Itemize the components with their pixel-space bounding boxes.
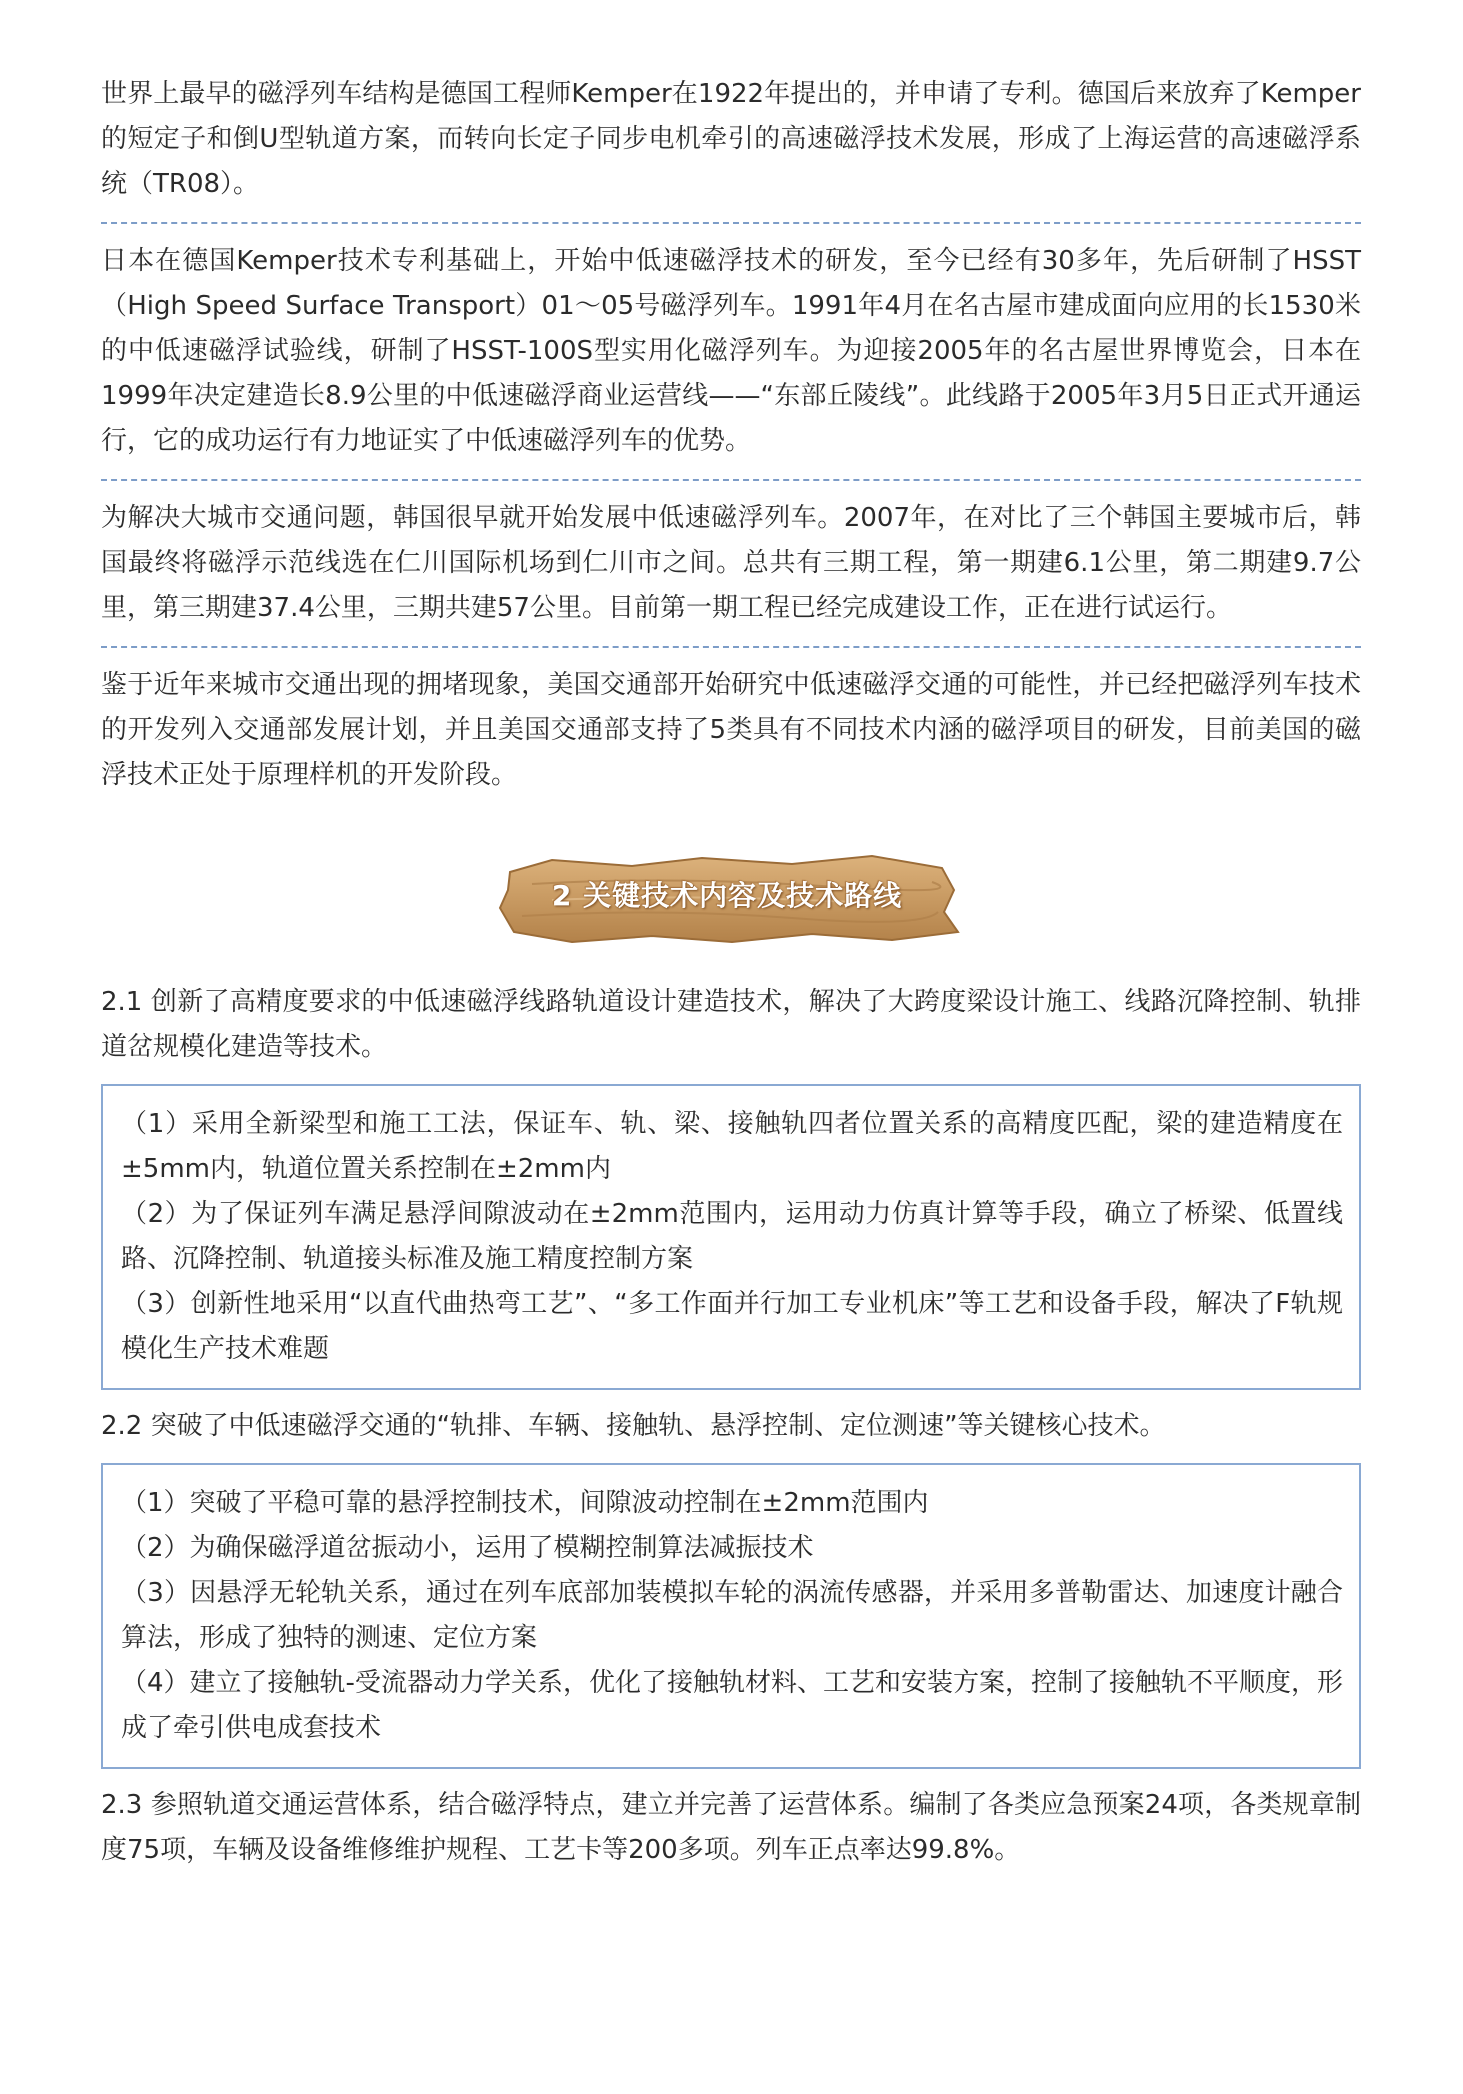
paragraph-germany: 世界上最早的磁浮列车结构是德国工程师Kemper在1922年提出的，并申请了专利。德国后来放弃了Kemper的短定子和倒U型轨道方案，而转向长定子同步电机牵引的高速磁浮技术发展，形成了上海运营的高速磁浮系统（TR08）。	[101, 79, 1361, 199]
list-item: （4）建立了接触轨-受流器动力学关系，优化了接触轨材料、工艺和安装方案，控制了接触轨不平顺度，形成了牵引供电成套技术	[121, 1668, 1343, 1743]
section-heading: 2 关键技术内容及技术路线	[551, 879, 903, 912]
dashed-separator	[101, 646, 1361, 648]
section-2-1-text: 2.1 创新了高精度要求的中低速磁浮线路轨道设计建造技术，解决了大跨度梁设计施工、线路沉降控制、轨排道岔规模化建造等技术。	[101, 987, 1361, 1062]
list-item: （1）突破了平稳可靠的悬浮控制技术，间隙波动控制在±2mm范围内	[121, 1488, 929, 1518]
dashed-separator	[101, 222, 1361, 224]
section-2-2-box	[101, 1463, 1361, 1769]
list-item: （1）采用全新梁型和施工工法，保证车、轨、梁、接触轨四者位置关系的高精度匹配，梁的建造精度在±5mm内，轨道位置关系控制在±2mm内	[121, 1109, 1343, 1184]
page-content	[101, 72, 1361, 1873]
list-item: （3）创新性地采用“以直代曲热弯工艺”、“多工作面并行加工专业机床”等工艺和设备手段，解决了F轨规模化生产技术难题	[121, 1289, 1343, 1364]
dashed-separator	[101, 479, 1361, 481]
paragraph-usa: 鉴于近年来城市交通出现的拥堵现象，美国交通部开始研究中低速磁浮交通的可能性，并已经把磁浮列车技术的开发列入交通部发展计划，并且美国交通部支持了5类具有不同技术内涵的磁浮项目的研发，目前美国的磁浮技术正处于原理样机的开发阶段。	[101, 670, 1361, 790]
section-2-2-text: 2.2 突破了中低速磁浮交通的“轨排、车辆、接触轨、悬浮控制、定位测速”等关键核心技术。	[101, 1411, 1166, 1441]
section-heading-badge	[492, 850, 962, 946]
list-item: （2）为了保证列车满足悬浮间隙波动在±2mm范围内，运用动力仿真计算等手段，确立了桥梁、低置线路、沉降控制、轨道接头标准及施工精度控制方案	[121, 1199, 1343, 1274]
list-item: （3）因悬浮无轮轨关系，通过在列车底部加装模拟车轮的涡流传感器，并采用多普勒雷达、加速度计融合算法，形成了独特的测速、定位方案	[121, 1578, 1343, 1653]
paragraph-japan: 日本在德国Kemper技术专利基础上，开始中低速磁浮技术的研发，至今已经有30多年，先后研制了HSST（High Speed Surface Transport）01～05号磁浮列车。1991年4月在名古屋市建成面向应用的长1530米的中低速磁浮试验线，研制了HSST-100S型实用化磁浮列车。为迎接2005年的名古屋世界博览会，日本在1999年决定建造长8.9公里的中低速磁浮商业运营线——“东部丘陵线”。此线路于2005年3月5日正式开通运行，它的成功运行有力地证实了中低速磁浮列车的优势。	[101, 246, 1361, 456]
paragraph-korea: 为解决大城市交通问题，韩国很早就开始发展中低速磁浮列车。2007年，在对比了三个韩国主要城市后，韩国最终将磁浮示范线选在仁川国际机场到仁川市之间。总共有三期工程，第一期建6.1公里，第二期建9.7公里，第三期建37.4公里，三期共建57公里。目前第一期工程已经完成建设工作，正在进行试运行。	[101, 503, 1361, 623]
list-item: （2）为确保磁浮道岔振动小，运用了模糊控制算法减振技术	[121, 1533, 814, 1563]
section-2-1-box	[101, 1084, 1361, 1390]
section-2-3-text: 2.3 参照轨道交通运营体系，结合磁浮特点，建立并完善了运营体系。编制了各类应急预案24项，各类规章制度75项，车辆及设备维修维护规程、工艺卡等200多项。列车正点率达99.8%。	[101, 1790, 1361, 1865]
